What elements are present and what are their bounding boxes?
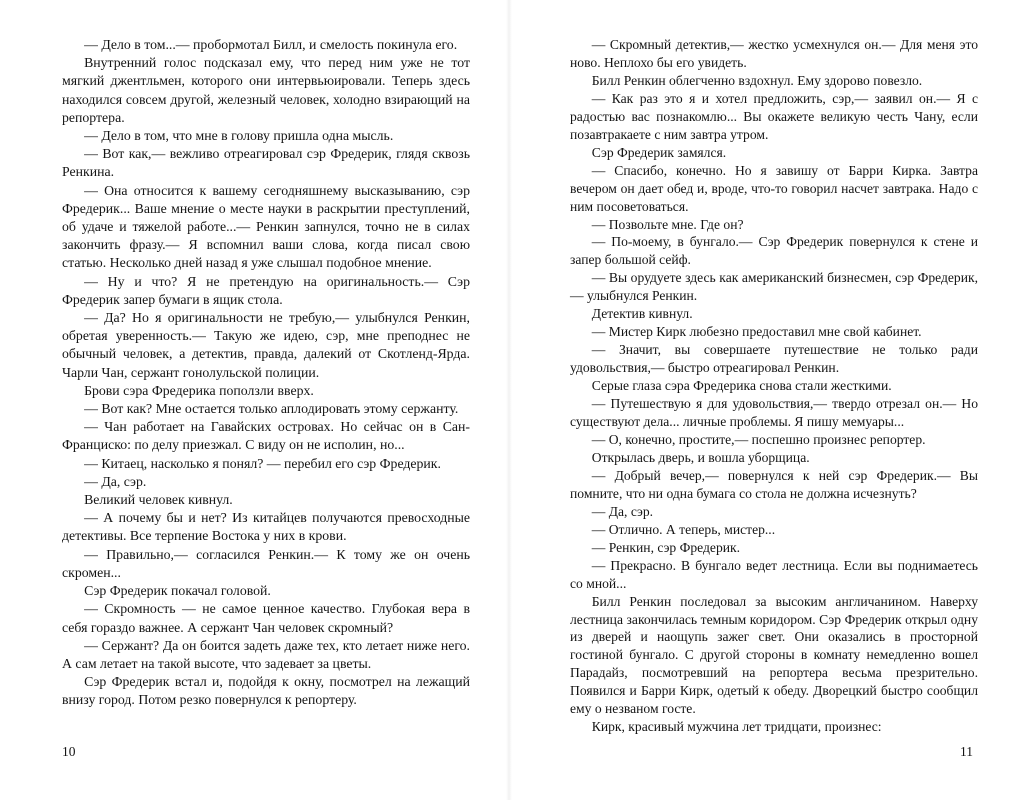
paragraph: — Вот как? Мне остается только аплодировать этому сержанту.	[84, 401, 459, 417]
paragraph: — Спасибо, конечно. Но я завишу от Барри Кирка. Завтра вечером он дает обед и, вроде, что-то говорил насчет завтрака. Надо с ним посоветоваться.	[570, 162, 978, 214]
paragraph: — Как раз это я и хотел предложить, сэр,— заявил он.— Я с радостью вас познакомлю... Вы окажете великую честь Чану, если позавтракаете с ним завтра утром.	[570, 90, 978, 142]
paragraph: — По-моему, в бунгало.— Сэр Фредерик повернулся к стене и запер большой сейф.	[570, 234, 978, 268]
paragraph: — Чан работает на Гавайских островах. Но сейчас он в Сан-Франциско: по делу приезжал. С виду он не исполин, но...	[62, 419, 470, 453]
book-gutter	[506, 0, 512, 800]
paragraph: — Да? Но я оригинальности не требую,— улыбнулся Ренкин, обретая уверенность.— Такую же идею, сэр, мне преподнес не обычный человек, а детектив, правда, далекий от Скотленд-Ярда. Чарли Чан, сержант гонолульской полиции.	[62, 310, 470, 380]
paragraph: Великий человек кивнул.	[84, 492, 233, 508]
paragraph: — Скромный детектив,— жестко усмехнулся он.— Для меня это ново. Неплохо бы его увидеть.	[570, 37, 978, 70]
paragraph: — Да, сэр.	[591, 503, 654, 519]
paragraph: Билл Ренкин облегченно вздохнул. Ему здорово повезло.	[591, 72, 923, 88]
page-number-right: 11	[960, 744, 973, 759]
paragraph: — Сержант? Да он боится задеть даже тех, кто летает ниже него. А сам летает на такой высоте, что задевает за цветы.	[62, 637, 470, 671]
left-page	[62, 36, 470, 710]
paragraph: — Мистер Кирк любезно предоставил мне свой кабинет.	[591, 324, 922, 340]
paragraph: Сэр Фредерик замялся.	[591, 144, 727, 160]
paragraph: — Значит, вы совершаете путешествие не только ради удовольствия,— быстро отреагировал Ренкин.	[570, 342, 978, 376]
paragraph: — Дело в том...— пробормотал Билл, и смелость покинула его.	[84, 37, 458, 52]
paragraph: — Ну и что? Я не претендую на оригинальность.— Сэр Фредерик запер бумаги в ящик стола.	[62, 273, 470, 307]
paragraph: — Путешествую я для удовольствия,— твердо отрезал он.— Но существуют дела... личные проблемы. Я пишу мемуары...	[570, 396, 978, 430]
paragraph: — Отлично. А теперь, мистер...	[591, 521, 776, 537]
paragraph: — Китаец, насколько я понял? — перебил его сэр Фредерик.	[84, 455, 441, 471]
paragraph: — Скромность — не самое ценное качество. Глубокая вера в себя гораздо важнее. А сержант Чан человек скромный?	[62, 601, 470, 635]
paragraph: — Прекрасно. В бунгало ведет лестница. Если вы поднимаетесь со мной...	[570, 557, 978, 591]
paragraph: Сэр Фредерик покачал головой.	[84, 583, 271, 599]
paragraph: Билл Ренкин последовал за высоким англичанином. Наверху лестница закончилась темным коридором. Сэр Фредерик открыл одну из дверей и наощупь зажег свет. Они оказались в просторной гостиной бунгало. С другой стороны в комнату немедленно вошел Парадайз, посмотревший на репортера весьма презрительно. Появился и Барри Кирк, одетый к обеду. Дворецкий быстро сообщил ему о незваном госте.	[570, 593, 978, 717]
paragraph: — Ренкин, сэр Фредерик.	[591, 539, 741, 555]
paragraph: — Вы орудуете здесь как американский бизнесмен, сэр Фредерик,— улыбнулся Ренкин.	[570, 270, 978, 304]
paragraph: — Она относится к вашему сегодняшнему высказыванию, сэр Фредерик... Ваше мнение о месте науки в раскрытии преступлений, об удаче и тяжелой работе...— Ренкин запнулся, точно не в силах закончить фразу.— Я вспомнил ваши слова, когда писал свою статью. Несколько дней назад я уже слышал подобное мнение.	[62, 182, 470, 271]
paragraph: Кирк, красивый мужчина лет тридцати, произнес:	[591, 719, 882, 735]
paragraph: — Добрый вечер,— повернулся к ней сэр Фредерик.— Вы помните, что ни одна бумага со стола не должна исчезнуть?	[570, 467, 978, 501]
right-page	[570, 36, 978, 736]
paragraph: Брови сэра Фредерика поползли вверх.	[84, 382, 314, 398]
paragraph: Открылась дверь, и вошла уборщица.	[591, 449, 810, 465]
paragraph: Внутренний голос подсказал ему, что перед ним уже не тот мягкий джентльмен, которого они интервьюировали. Теперь здесь находился совсем другой, железный человек, холодно взирающий на репортера.	[62, 55, 470, 125]
paragraph: — О, конечно, простите,— поспешно произнес репортер.	[591, 431, 926, 447]
paragraph: — Позвольте мне. Где он?	[591, 216, 744, 232]
right-page-text	[570, 36, 978, 736]
paragraph: — Правильно,— согласился Ренкин.— К тому же он очень скромен...	[62, 546, 470, 580]
paragraph: — Дело в том, что мне в голову пришла одна мысль.	[84, 128, 394, 144]
page-number-left: 10	[62, 744, 76, 759]
left-page-text	[62, 36, 470, 710]
paragraph: Детектив кивнул.	[591, 306, 693, 322]
paragraph: Сэр Фредерик встал и, подойдя к окну, посмотрел на лежащий внизу город. Потом резко повернулся к репортеру.	[62, 674, 470, 708]
paragraph: Серые глаза сэра Фредерика снова стали жесткими.	[591, 378, 892, 394]
paragraph: — Вот как,— вежливо отреагировал сэр Фредерик, глядя сквозь Ренкина.	[62, 146, 470, 180]
paragraph: — Да, сэр.	[84, 473, 147, 489]
paragraph: — А почему бы и нет? Из китайцев получаются превосходные детективы. Все терпение Востока у них в крови.	[62, 510, 470, 544]
